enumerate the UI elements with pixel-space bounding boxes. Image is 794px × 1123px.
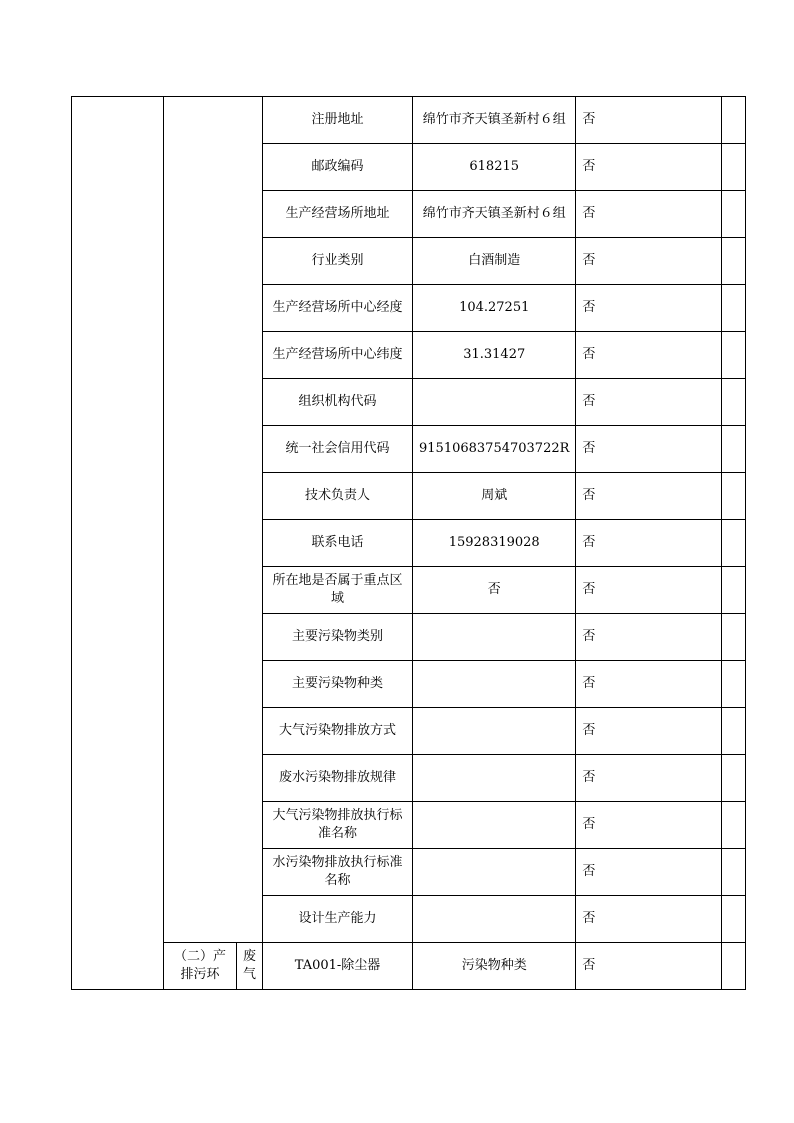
field-name-cell: TA001-除尘器 [263,943,413,990]
flag-cell: 否 [576,567,722,614]
empty-cell [722,379,746,426]
field-value-cell: 31.31427 [413,332,576,379]
field-value-cell: 104.27251 [413,285,576,332]
flag-cell: 否 [576,520,722,567]
field-value-cell: 绵竹市齐天镇圣新村６组 [413,191,576,238]
field-value-cell [413,661,576,708]
field-name-cell: 设计生产能力 [263,896,413,943]
field-value-cell: 91510683754703722R [413,426,576,473]
empty-cell [722,520,746,567]
field-name-cell: 生产经营场所地址 [263,191,413,238]
field-value-cell [413,614,576,661]
field-value-cell [413,802,576,849]
outer-category-cell [72,97,164,990]
permit-info-table [71,96,746,990]
field-name-cell: 联系电话 [263,520,413,567]
empty-cell [722,943,746,990]
field-name-cell: 生产经营场所中心纬度 [263,332,413,379]
field-name-cell: 技术负责人 [263,473,413,520]
empty-cell [722,755,746,802]
empty-cell [722,849,746,896]
flag-cell: 否 [576,191,722,238]
table-body [72,97,746,990]
empty-cell [722,332,746,379]
empty-cell [722,896,746,943]
flag-cell: 否 [576,802,722,849]
field-name-cell: 所在地是否属于重点区域 [263,567,413,614]
field-value-cell: 白酒制造 [413,238,576,285]
field-name-cell: 废水污染物排放规律 [263,755,413,802]
field-value-cell [413,849,576,896]
field-value-cell [413,896,576,943]
field-name-cell: 生产经营场所中心经度 [263,285,413,332]
field-name-cell: 大气污染物排放方式 [263,708,413,755]
flag-cell: 否 [576,614,722,661]
field-value-cell [413,379,576,426]
flag-cell: 否 [576,473,722,520]
field-value-cell: 污染物种类 [413,943,576,990]
flag-cell: 否 [576,379,722,426]
flag-cell: 否 [576,849,722,896]
field-value-cell [413,755,576,802]
field-value-cell: 15928319028 [413,520,576,567]
table-row-waste-gas [72,943,746,990]
empty-cell [722,614,746,661]
empty-cell [722,708,746,755]
empty-cell [722,661,746,708]
empty-cell [722,97,746,144]
field-name-cell: 统一社会信用代码 [263,426,413,473]
empty-cell [722,802,746,849]
field-name-cell: 组织机构代码 [263,379,413,426]
flag-cell: 否 [576,661,722,708]
subsection-cell: 废气 [237,943,263,990]
field-value-cell: 否 [413,567,576,614]
table-row [72,97,746,144]
flag-cell: 否 [576,755,722,802]
section-cell: （二）产排污环 [164,943,237,990]
field-value-cell: 周斌 [413,473,576,520]
flag-cell: 否 [576,238,722,285]
flag-cell: 否 [576,426,722,473]
field-name-cell: 水污染物排放执行标准名称 [263,849,413,896]
flag-cell: 否 [576,943,722,990]
flag-cell: 否 [576,708,722,755]
empty-cell [722,238,746,285]
inner-category-cell [164,97,263,943]
field-name-cell: 大气污染物排放执行标准名称 [263,802,413,849]
flag-cell: 否 [576,97,722,144]
field-name-cell: 主要污染物种类 [263,661,413,708]
empty-cell [722,426,746,473]
empty-cell [722,144,746,191]
empty-cell [722,285,746,332]
field-value-cell: 绵竹市齐天镇圣新村６组 [413,97,576,144]
field-value-cell: 618215 [413,144,576,191]
field-name-cell: 行业类别 [263,238,413,285]
field-name-cell: 注册地址 [263,97,413,144]
flag-cell: 否 [576,144,722,191]
flag-cell: 否 [576,332,722,379]
field-name-cell: 邮政编码 [263,144,413,191]
field-name-cell: 主要污染物类别 [263,614,413,661]
flag-cell: 否 [576,285,722,332]
empty-cell [722,567,746,614]
empty-cell [722,473,746,520]
field-value-cell [413,708,576,755]
flag-cell: 否 [576,896,722,943]
empty-cell [722,191,746,238]
